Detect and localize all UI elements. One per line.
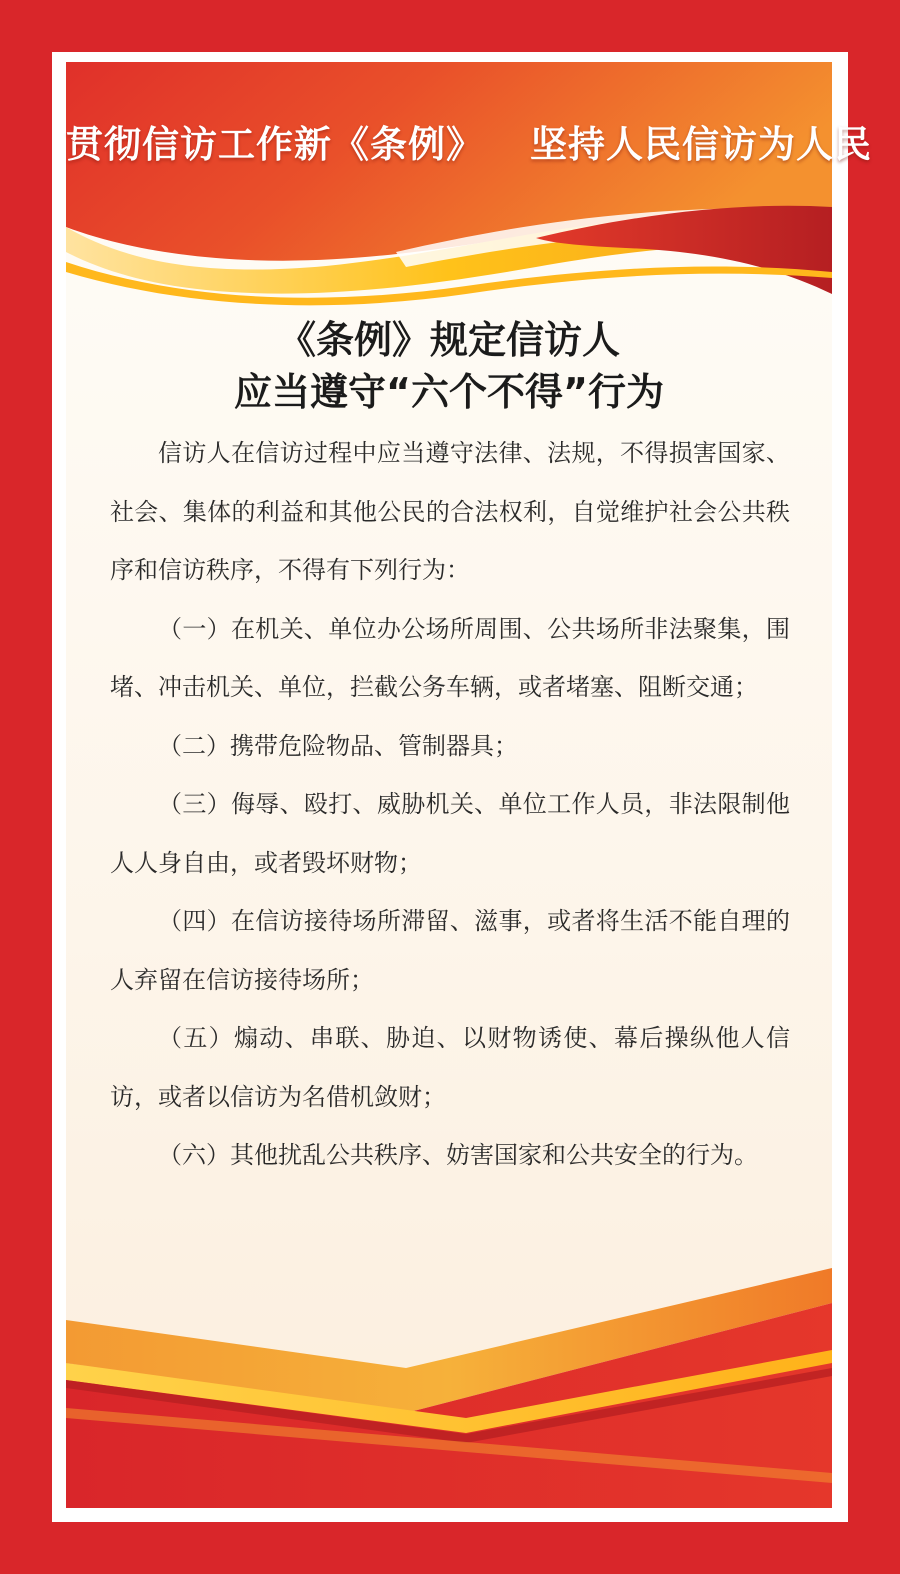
main-title: [66, 314, 832, 418]
banner-title-left: 贯彻信访工作新《条例》: [66, 123, 484, 166]
header-ribbon-decoration: [66, 62, 832, 322]
body-text: [110, 424, 790, 1185]
rule-item-5: （五）煽动、串联、胁迫、以财物诱使、幕后操纵他人信访，或者以信访为名借机敛财；: [110, 1024, 790, 1111]
rule-item-6: （六）其他扰乱公共秩序、妨害国家和公共安全的行为。: [158, 1141, 758, 1169]
main-title-line2: 应当遵守“六个不得”行为: [234, 370, 664, 414]
footer-ribbon-decoration: [66, 1268, 832, 1508]
rule-item-3: （三）侮辱、殴打、威胁机关、单位工作人员，非法限制他人人身自由，或者毁坏财物；: [110, 790, 790, 877]
main-title-line1: 《条例》规定信访人: [277, 318, 620, 362]
intro-paragraph: 信访人在信访过程中应当遵守法律、法规，不得损害国家、社会、集体的利益和其他公民的合法权利，自觉维护社会公共秩序和信访秩序，不得有下列行为：: [110, 439, 790, 584]
rule-item-4: （四）在信访接待场所滞留、滋事，或者将生活不能自理的人弃留在信访接待场所；: [110, 907, 790, 994]
rule-item-2: （二）携带危险物品、管制器具；: [158, 731, 518, 760]
rule-item-1: （一）在机关、单位办公场所周围、公共场所非法聚集，围堵、冲击机关、单位，拦截公务车辆，或者堵塞、阻断交通；: [110, 614, 790, 701]
poster-panel: [66, 62, 872, 1508]
banner-title: [66, 114, 872, 168]
banner-title-right: 坚持人民信访为人民: [530, 123, 872, 166]
